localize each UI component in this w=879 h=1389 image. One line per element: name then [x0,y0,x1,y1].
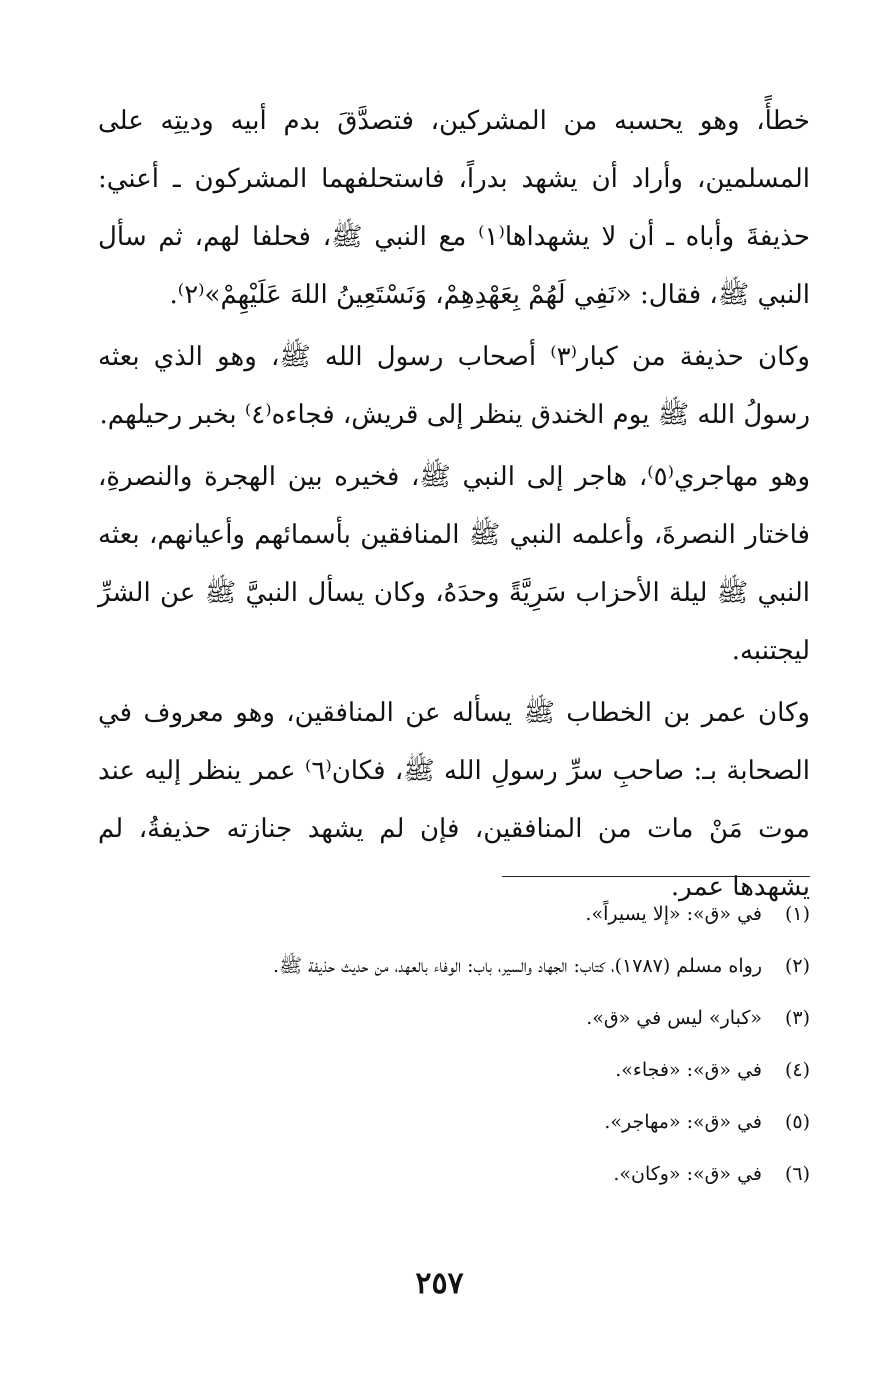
footnote-separator [502,876,810,877]
page-number: ٢٥٧ [415,1266,464,1301]
paragraph: وهو مهاجري⁽٥⁾، هاجر إلى النبي ﷺ، فخيره بين الهجرة والنصرةِ، فاختار النصرةَ، وأعلمه النبي ﷺ المنافقين بأسمائهم وأعيانهم، بعثه النبي ﷺ ليلة الأحزاب سَرِيَّةً وحدَهُ، وكان يسأل النبيَّ ﷺ عن الشرِّ ليجتنبه. [98,462,810,666]
paragraph: خطأً، وهو يحسبه من المشركين، فتصدَّقَ بدم أبيه وديتِه على المسلمين، وأراد أن يشهد بدراً، فاستحلفهما المشركون ـ أعني: حذيفةَ وأباه ـ أن لا يشهداها⁽١⁾ مع النبي ﷺ، فحلفا لهم، ثم سأل النبي ﷺ، فقال: «نَفِي لَهُمْ بِعَهْدِهِمْ، وَنَسْتَعِينُ اللهَ عَلَيْهِمْ»⁽٢⁾. [98,106,810,310]
paragraph: وكان عمر بن الخطاب ﷺ يسأله عن المنافقين، وهو معروف في الصحابة بـ: صاحبِ سرِّ رسولِ الله ﷺ، فكان⁽٦⁾ عمر ينظر إليه عند موت مَنْ مات من المنافقين، فإن لم يشهد جنازته حذيفةُ، لم يشهدها عمر. [98,698,811,902]
footnote-text: «كبار» ليس في «ق». [586,1007,762,1029]
footnote [98,1153,810,1195]
footnote-number: (٢) [784,955,810,977]
footnote-number: (٥) [784,1111,810,1133]
footnote [98,945,810,987]
footnote-number: (١) [784,903,810,925]
footnote-number: (٤) [784,1059,810,1081]
footnote-number: (٦) [784,1163,810,1185]
footnote-text: في «ق»: «مهاجر». [604,1111,762,1133]
footnote-text: في «ق»: «إلا يسيراً». [585,903,762,925]
footnote [98,893,810,935]
main-text [98,92,810,916]
footnote-text: في «ق»: «وكان». [613,1163,762,1185]
footnote-number: (٣) [784,1007,810,1029]
footnote-text: رواه مسلم (١٧٨٧)، كتاب: الجهاد والسير، باب: الوفاء بالعهد، من حديث حذيفة ﷺ. [273,955,762,977]
footnote [98,1049,810,1091]
footnote [98,1101,810,1143]
footnote-text: في «ق»: «فجاء». [615,1059,762,1081]
footnote [98,997,810,1039]
paragraph: وكان حذيفة من كبار⁽٣⁾ أصحاب رسول الله ﷺ، وهو الذي بعثه رسولُ الله ﷺ يوم الخندق ينظر إلى قريش، فجاءه⁽٤⁾ بخبر رحيلهم. [98,342,810,430]
footnotes [98,893,810,1205]
